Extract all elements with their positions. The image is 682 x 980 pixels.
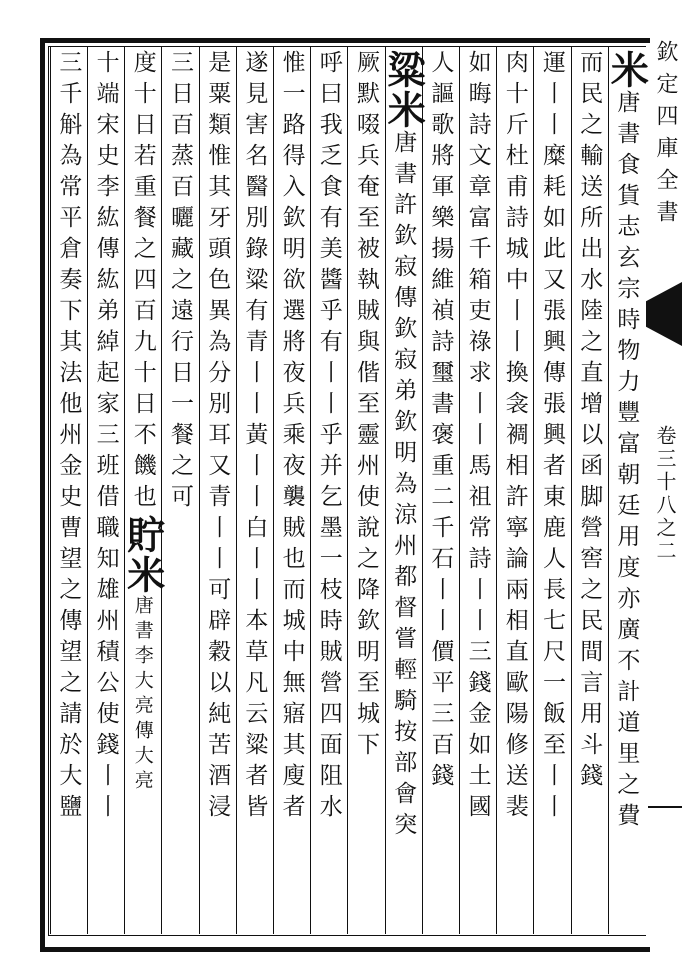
- margin-stroke: [648, 806, 682, 808]
- column-text: 惟一路得入欽明欲選將夜兵乘夜襲賊也而城中無寤其廋者: [278, 50, 305, 825]
- column-text: 度十日若重餐之四百九十日不饑也: [129, 50, 156, 515]
- text-column: [604, 50, 650, 930]
- column-text: 遂見害名醫別錄粱有青丨丨黃丨丨白丨丨本草凡云粱者皆: [241, 50, 268, 825]
- text-column: [347, 50, 384, 930]
- column-rule: [50, 46, 51, 934]
- margin-volume: [648, 425, 682, 563]
- text-column: [87, 50, 124, 930]
- text-column: [161, 50, 198, 930]
- column-text: 唐書許欽寂傳欽寂弟欽明為涼州都督嘗輕騎按部會突: [390, 130, 417, 843]
- column-text: 三千斛為常平倉奏下其法他州金史曹望之傳望之請於大鹽: [55, 50, 82, 825]
- column-text: 十端宋史李紘傳紘弟綽起家三班借職知雄州積公使錢丨丨: [92, 50, 119, 825]
- text-column: [459, 50, 496, 930]
- entry-heading: 粱米: [381, 50, 427, 130]
- text-column: [496, 50, 533, 930]
- text-column: [422, 50, 459, 930]
- text-column: [310, 50, 347, 930]
- column-text: 三日百蒸百曬藏之遠行日一餐之可: [166, 50, 193, 515]
- margin-title: [648, 40, 682, 232]
- book-title: 欽定四庫全書: [653, 40, 678, 232]
- text-column: [199, 50, 236, 930]
- volume-label: 卷三十八之二: [653, 425, 677, 563]
- text-column: [273, 50, 310, 930]
- column-text: 如晦詩文章富千箱吏祿求丨丨馬祖常詩丨丨三錢金如土國: [464, 50, 491, 825]
- text-column: [381, 50, 427, 930]
- column-text: 呼曰我乏食有美醬乎有丨丨乎并乞墨一枝時賊營四面阻水: [315, 50, 342, 825]
- text-column: [50, 50, 87, 930]
- fishtail-mark-icon: [646, 282, 682, 346]
- column-text: 而民之輸送所出水陸之直增以函脚營窖之民間言用斗錢: [576, 50, 603, 794]
- column-text: 肉十斤杜甫詩城中丨丨換衾裯相許寧論兩相直歐陽修送裴: [501, 50, 528, 825]
- entry-heading: 貯米: [120, 515, 166, 595]
- column-text: 唐書李大亮傳大亮: [131, 595, 154, 795]
- column-text: 人謳歌將軍樂揚維禎詩璽書褒重二千石丨丨價平三百錢: [427, 50, 454, 794]
- text-column: [533, 50, 570, 930]
- column-text: 唐書食貨志玄宗時物力豐富朝廷用度亦廣不計道里之費: [613, 90, 640, 834]
- column-text: 厥默啜兵奄至被執賊與偕至靈州使說之降欽明至城下: [352, 50, 379, 763]
- text-column: [120, 50, 166, 930]
- entry-heading: 米: [604, 50, 650, 90]
- text-column: [236, 50, 273, 930]
- text-column: [571, 50, 608, 930]
- column-text: 運丨丨糜耗如此又張興傳張興者東鹿人長七尺一飯至丨丨: [538, 50, 565, 825]
- column-text: 是粟類惟其牙頭色異為分別耳又青丨丨可辟穀以純苦酒浸: [204, 50, 231, 825]
